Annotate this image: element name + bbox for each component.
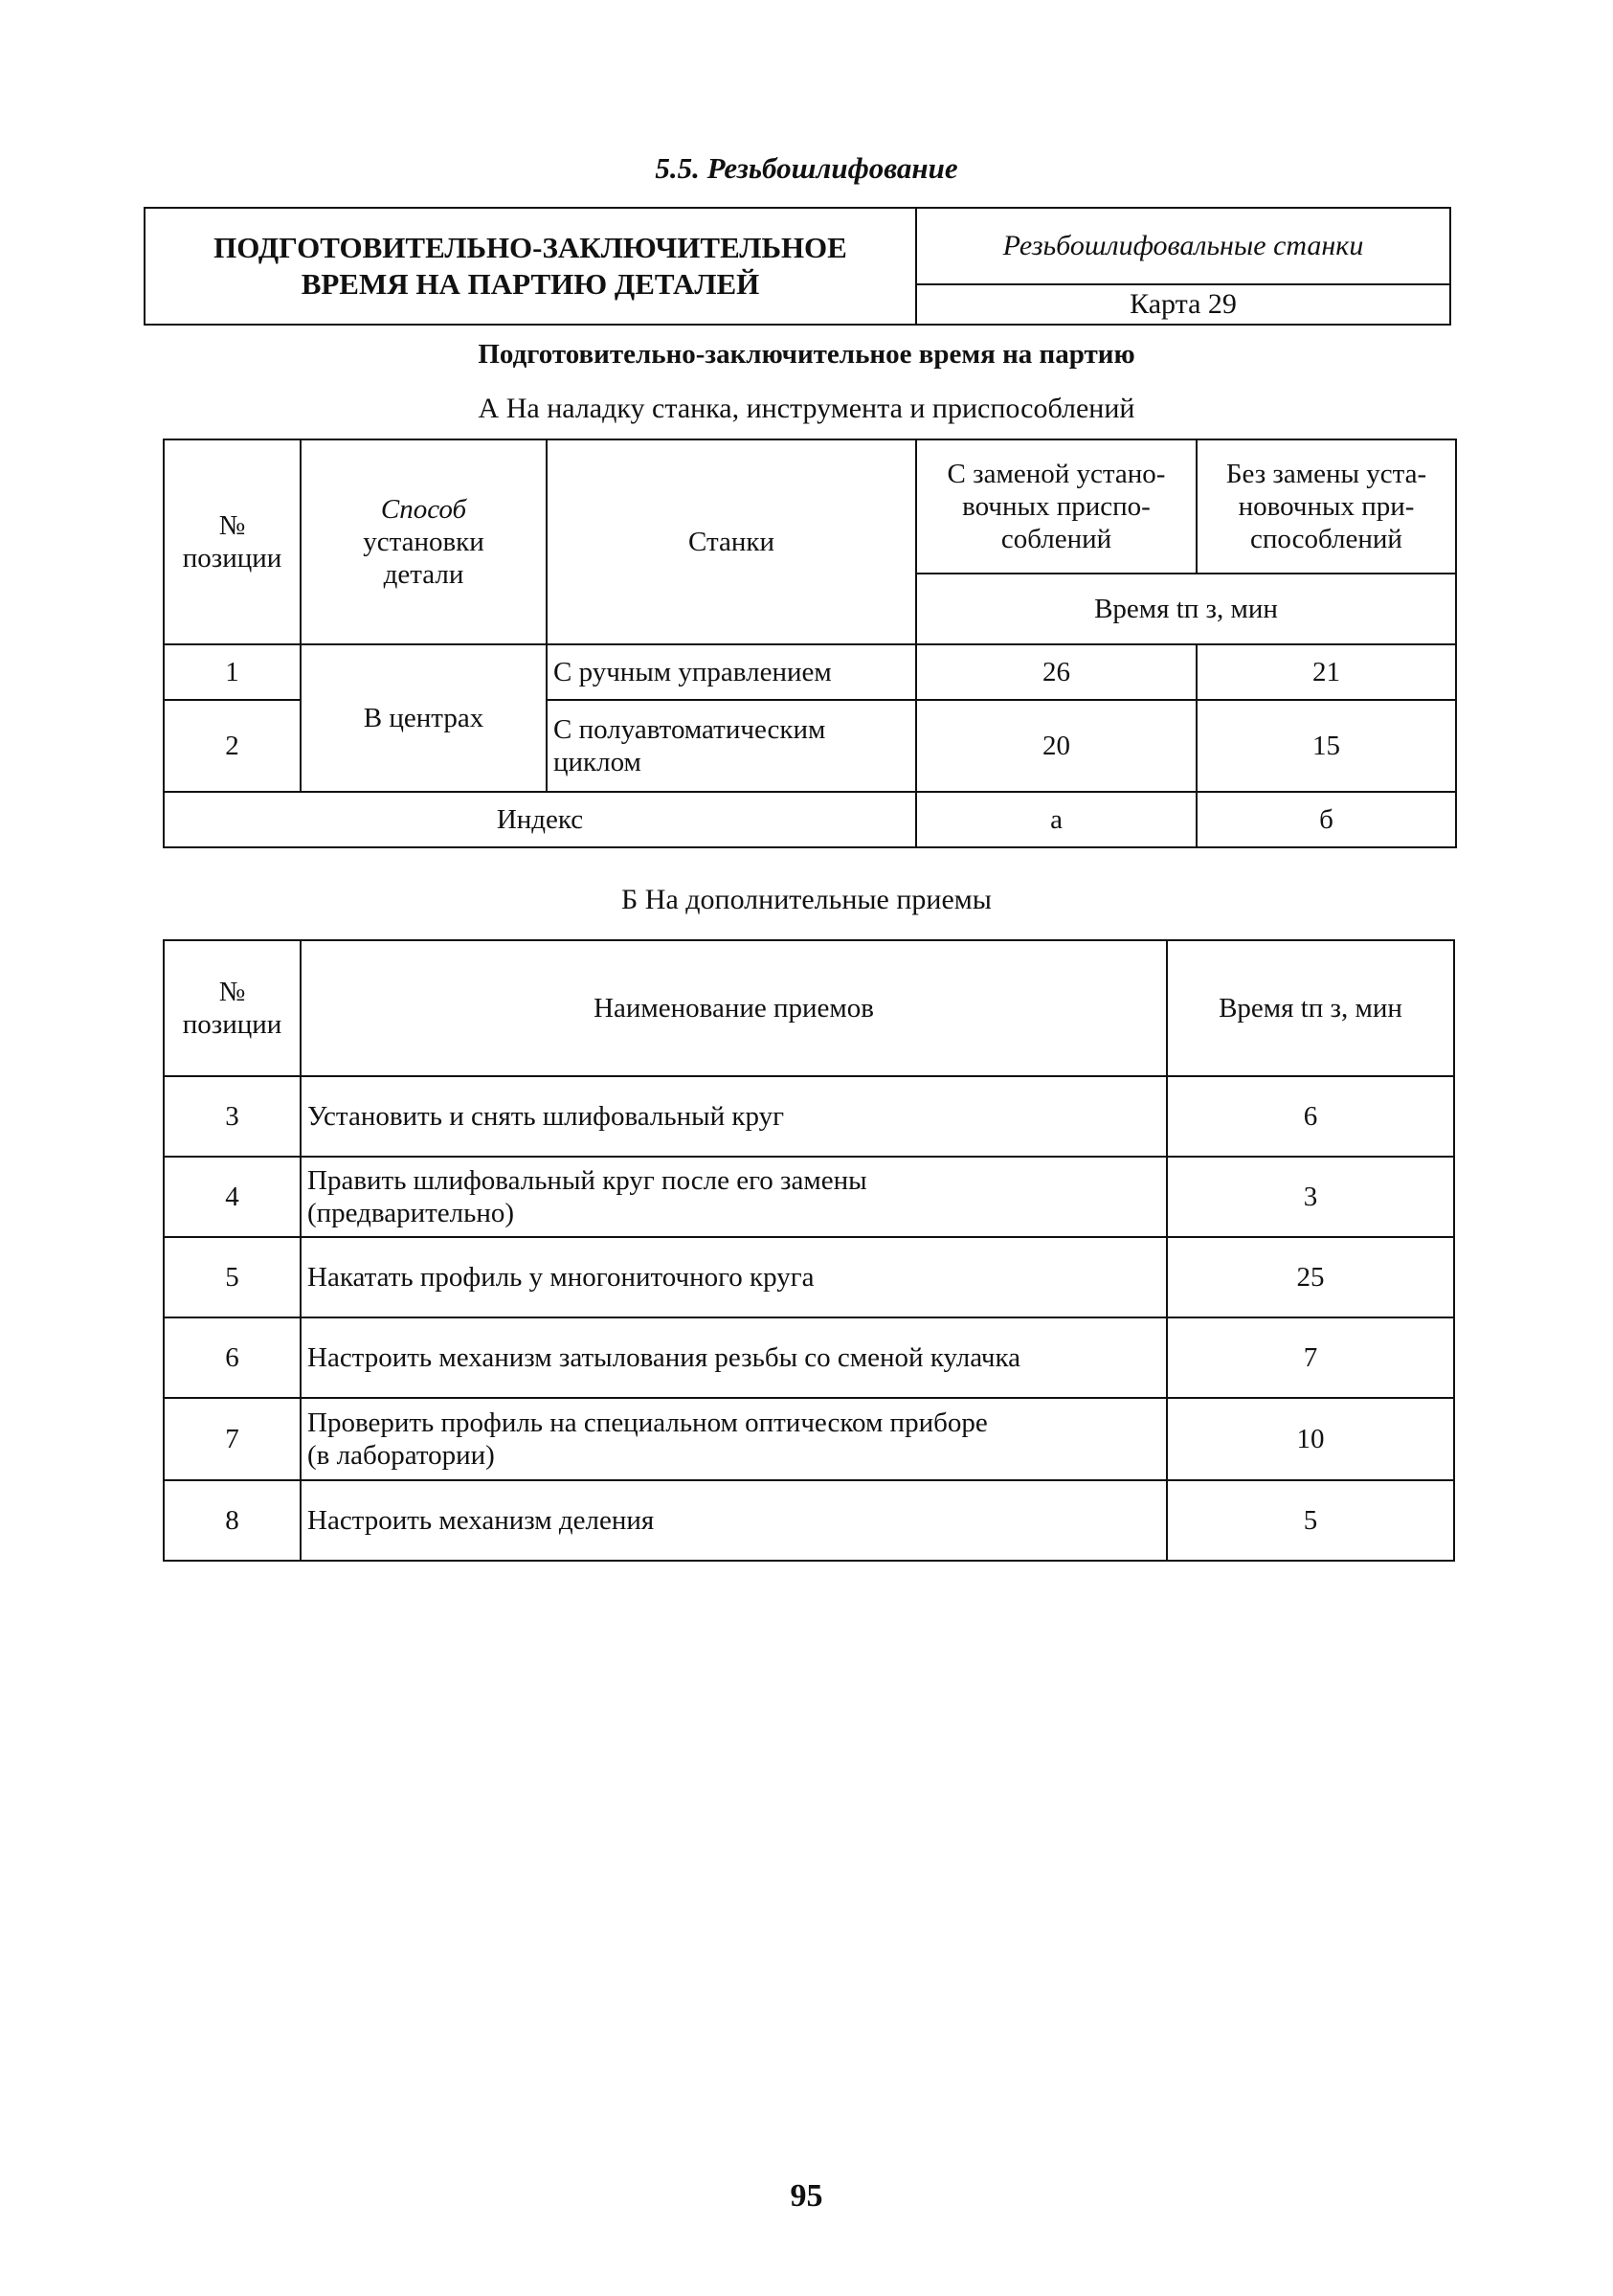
table-a-header-without-replacement bbox=[1197, 439, 1456, 574]
table-b-header-time: Время tп з, мин bbox=[1167, 940, 1454, 1076]
row-machine bbox=[547, 700, 916, 792]
row-name: Накатать профиль у многониточного круга bbox=[301, 1237, 1167, 1317]
row-time-without: 15 bbox=[1197, 700, 1456, 792]
header-method-line1: Способ bbox=[380, 494, 467, 525]
row-position: 6 bbox=[164, 1317, 301, 1398]
table-row bbox=[164, 644, 1456, 700]
row-time: 25 bbox=[1167, 1237, 1454, 1317]
header-pos-line2: позиции bbox=[182, 543, 282, 574]
table-row bbox=[164, 1480, 1454, 1561]
row-time: 10 bbox=[1167, 1398, 1454, 1480]
row-name: Настроить механизм затылования резьбы со сменой кулачка bbox=[301, 1317, 1167, 1398]
machines-type: Резьбошлифовальные станки bbox=[917, 209, 1449, 285]
index-label: Индекс bbox=[164, 792, 916, 847]
row-method: В центрах bbox=[301, 644, 547, 792]
row-name-line2: (в лаборатории) bbox=[307, 1440, 495, 1471]
table-a-header-position bbox=[164, 439, 301, 644]
header-pos-line2: позиции bbox=[182, 1009, 282, 1040]
table-b bbox=[163, 939, 1455, 1562]
header-without-line1: Без замены уста- bbox=[1225, 459, 1427, 489]
row-time: 5 bbox=[1167, 1480, 1454, 1561]
header-method-line3: детали bbox=[383, 559, 464, 590]
index-row bbox=[164, 792, 1456, 847]
header-pos-line1: № bbox=[218, 510, 246, 541]
row-name bbox=[301, 1157, 1167, 1237]
header-method-line2: установки bbox=[363, 527, 484, 557]
table-a-header-machines: Станки bbox=[547, 439, 916, 644]
table-heading: Подготовительно-заключительное время на партию bbox=[478, 339, 1135, 370]
row-machine-line2: циклом bbox=[553, 747, 641, 777]
row-time: 7 bbox=[1167, 1317, 1454, 1398]
row-name-line1: Проверить профиль на специальном оптическом приборе bbox=[307, 1407, 988, 1438]
row-name bbox=[301, 1398, 1167, 1480]
row-name: Настроить механизм деления bbox=[301, 1480, 1167, 1561]
card-title bbox=[146, 209, 917, 324]
row-name-line1: Править шлифовальный круг после его замены bbox=[307, 1165, 867, 1196]
table-row bbox=[164, 1157, 1454, 1237]
table-b-caption: Б На дополнительные приемы bbox=[621, 884, 992, 915]
table-row bbox=[164, 1317, 1454, 1398]
row-time-with: 26 bbox=[916, 644, 1197, 700]
header-pos-line1: № bbox=[218, 977, 246, 1007]
table-row bbox=[164, 1237, 1454, 1317]
table-row bbox=[164, 1398, 1454, 1480]
row-time: 6 bbox=[1167, 1076, 1454, 1157]
table-a bbox=[163, 439, 1457, 848]
row-time-without: 21 bbox=[1197, 644, 1456, 700]
row-position: 5 bbox=[164, 1237, 301, 1317]
row-machine: С ручным управлением bbox=[547, 644, 916, 700]
row-position: 8 bbox=[164, 1480, 301, 1561]
index-b: б bbox=[1197, 792, 1456, 847]
row-name: Установить и снять шлифовальный круг bbox=[301, 1076, 1167, 1157]
table-b-header-name: Наименование приемов bbox=[301, 940, 1167, 1076]
row-machine-line1: С полуавтоматическим bbox=[553, 714, 826, 745]
row-name-line2: (предварительно) bbox=[307, 1198, 515, 1228]
row-position: 1 bbox=[164, 644, 301, 700]
table-a-caption: А На наладку станка, инструмента и приспособлений bbox=[478, 393, 1135, 424]
table-a-time-header: Время tп з, мин bbox=[916, 574, 1456, 644]
table-row bbox=[164, 1076, 1454, 1157]
card-number: Карта 29 bbox=[1130, 288, 1237, 320]
page-number: 95 bbox=[790, 2178, 823, 2214]
card-header bbox=[144, 207, 1451, 326]
table-a-header-method bbox=[301, 439, 547, 644]
row-time: 3 bbox=[1167, 1157, 1454, 1237]
header-with-line3: соблений bbox=[1000, 524, 1112, 554]
table-b-header-position bbox=[164, 940, 301, 1076]
index-a: а bbox=[916, 792, 1197, 847]
row-position: 3 bbox=[164, 1076, 301, 1157]
card-title-line1: ПОДГОТОВИТЕЛЬНО-ЗАКЛЮЧИТЕЛЬНОЕ bbox=[213, 231, 847, 264]
table-a-header-with-replacement bbox=[916, 439, 1197, 574]
row-position: 4 bbox=[164, 1157, 301, 1237]
header-with-line2: вочных приспо- bbox=[962, 491, 1151, 522]
header-without-line3: способлений bbox=[1250, 524, 1402, 554]
header-without-line2: новочных при- bbox=[1238, 491, 1415, 522]
row-position: 2 bbox=[164, 700, 301, 792]
row-time-with: 20 bbox=[916, 700, 1197, 792]
header-with-line1: С заменой устано- bbox=[947, 459, 1166, 489]
row-position: 7 bbox=[164, 1398, 301, 1480]
section-title: 5.5. Резьбошлифование bbox=[655, 151, 958, 185]
card-title-line2: ВРЕМЯ НА ПАРТИЮ ДЕТАЛЕЙ bbox=[301, 267, 760, 301]
